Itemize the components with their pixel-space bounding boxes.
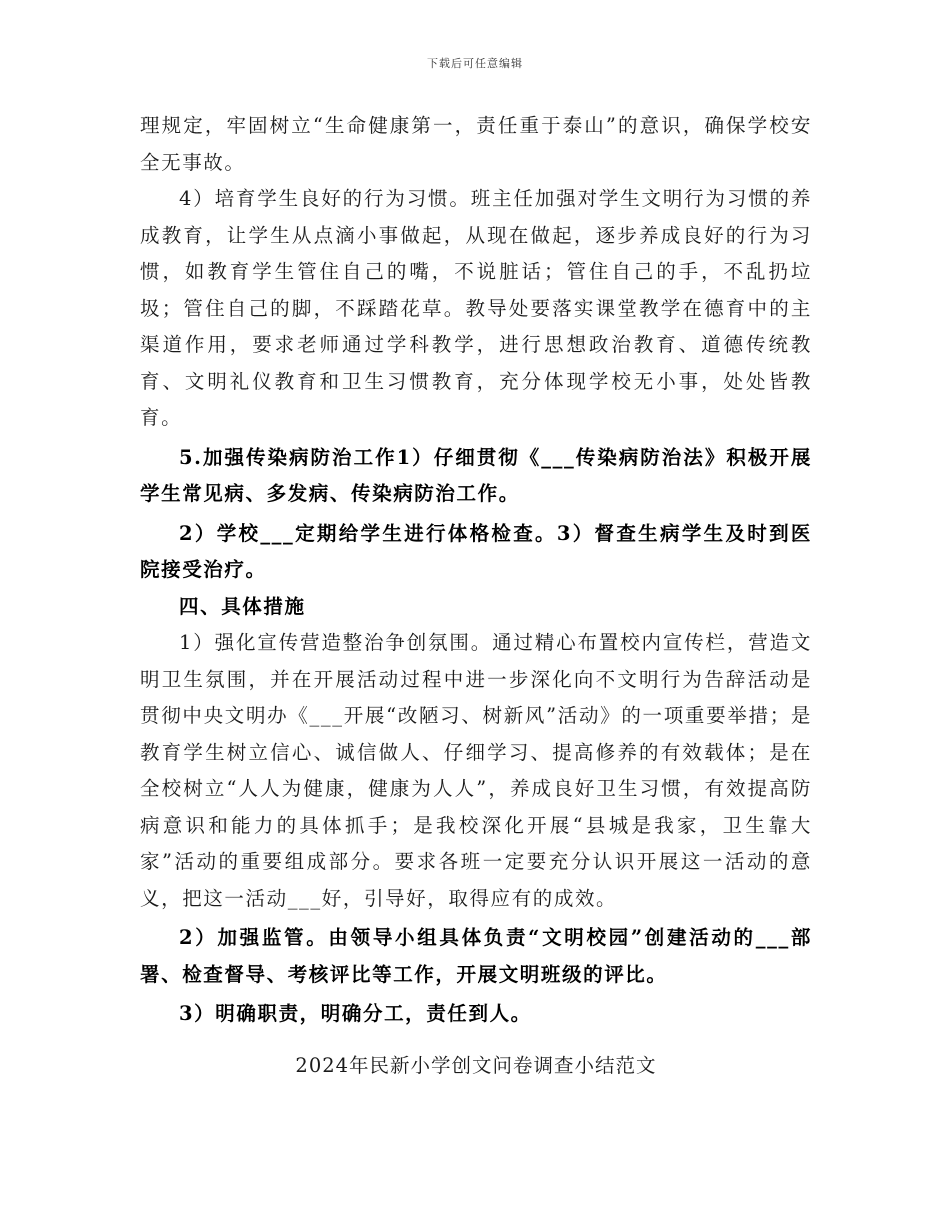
page-header: 下载后可任意编辑 bbox=[427, 57, 523, 70]
paragraph-disease-prevention: 5.加强传染病防治工作1）仔细贯彻《___传染病防治法》积极开展学生常见病、多发病、传染病防治工作。 bbox=[140, 445, 812, 505]
paragraph-behavior-habits: 4）培育学生良好的行为习惯。班主任加强对学生文明行为习惯的养成教育，让学生从点滴小事做起，从现在做起，逐步养成良好的行为习惯，如教育学生管住自己的嘴，不说脏话；管住自己的手，不乱扔垃圾；管住自己的脚，不踩踏花草。教导处要落实课堂教学在德育中的主渠道作用，要求老师通过学科教学，进行思想政治教育、道德传统教育、文明礼仪教育和卫生习惯教育，充分体现学校无小事，处处皆教育。 bbox=[140, 187, 812, 429]
paragraph-publicity: 1）强化宣传营造整治争创氛围。通过精心布置校内宣传栏，营造文明卫生氛围，并在开展活动过程中进一步深化向不文明行为告辞活动是贯彻中央文明办《___开展“改陋习、树新风”活动》的一项重要举措；是教育学生树立信心、诚信做人、仔细学习、提高修养的有效载体；是在全校树立“人人为健康，健康为人人”，养成良好卫生习惯，有效提高防病意识和能力的具体抓手；是我校深化开展“县城是我家，卫生靠大家”活动的重要组成部分。要求各班一定要充分认识开展这一活动的意义，把这一活动___好，引导好，取得应有的成效。 bbox=[140, 631, 812, 910]
paragraph-safety-continued: 理规定，牢固树立“生命健康第一，责任重于泰山”的意识，确保学校安全无事故。 bbox=[140, 114, 812, 174]
paragraph-health-check: 2）学校___定期给学生进行体格检查。3）督查生病学生及时到医院接受治疗。 bbox=[140, 521, 812, 581]
document-title: 2024年民新小学创文问卷调查小结范文 bbox=[295, 1053, 657, 1077]
paragraph-supervision: 2）加强监管。由领导小组具体负责“文明校园”创建活动的___部署、检查督导、考核评比等工作，开展文明班级的评比。 bbox=[140, 926, 812, 986]
section-heading-measures: 四、具体措施 bbox=[179, 594, 306, 618]
document-body bbox=[140, 108, 812, 1084]
paragraph-responsibility: 3）明确职责，明确分工，责任到人。 bbox=[179, 1002, 532, 1025]
